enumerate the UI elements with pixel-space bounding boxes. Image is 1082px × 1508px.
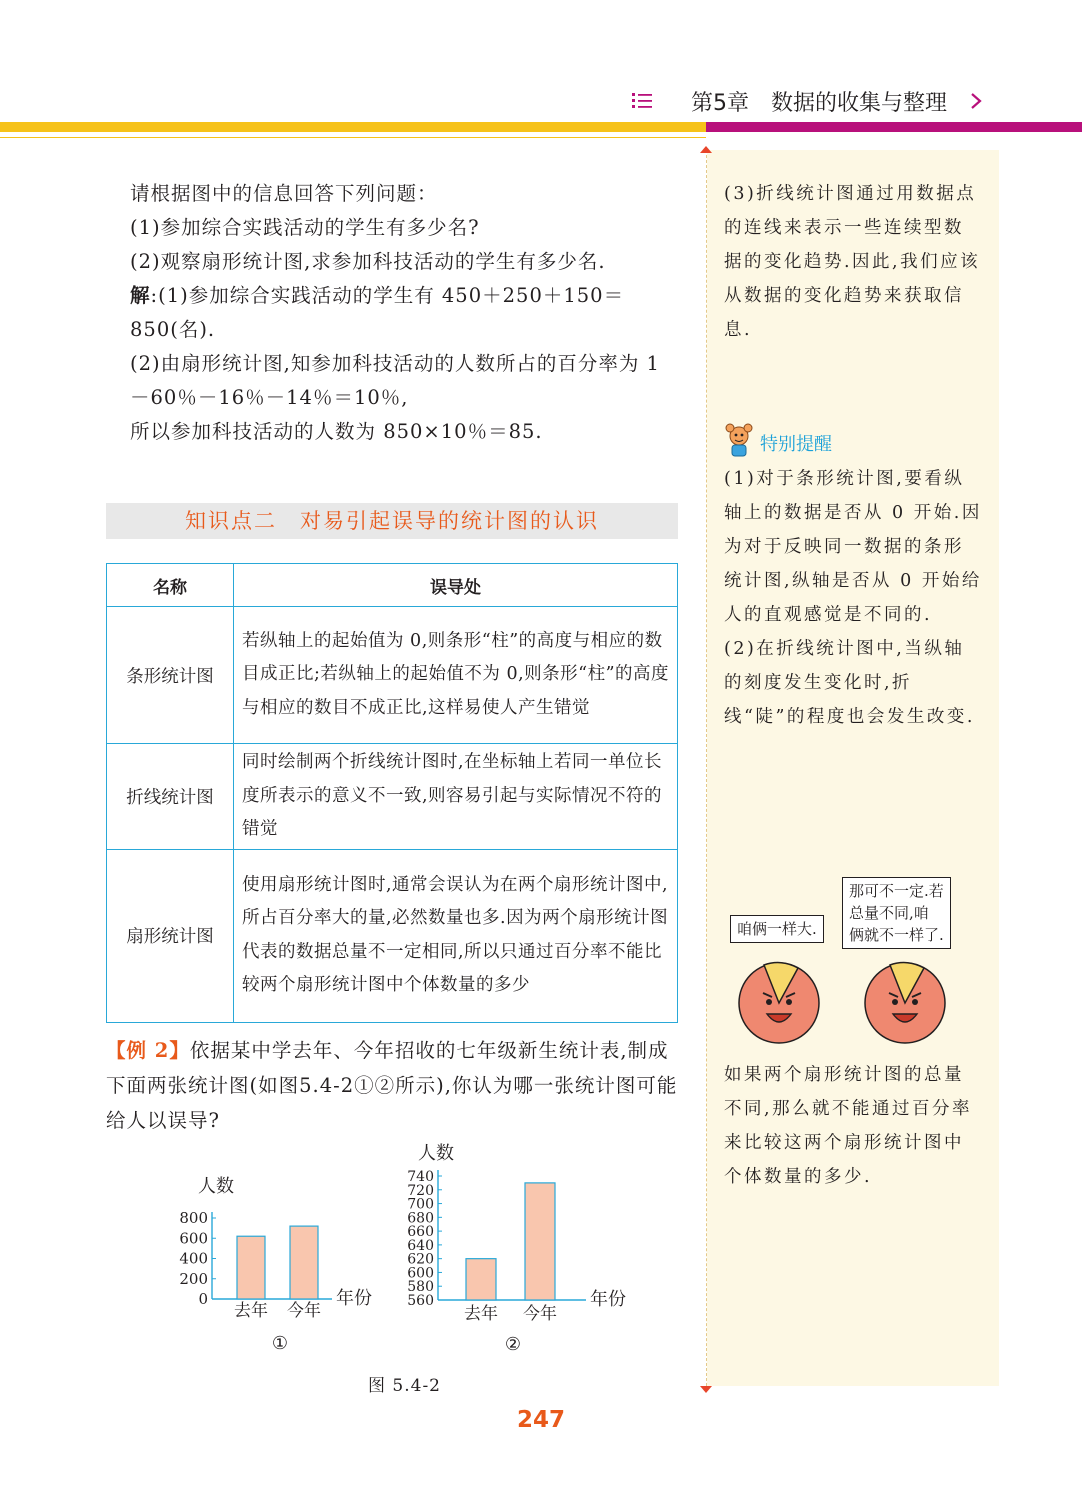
x-axis-label: 年份 [336,1288,372,1309]
misleading-charts-table [106,563,678,1023]
y-tick-label: 600 [407,1265,434,1282]
solution-1: 解:(1)参加综合实践活动的学生有 450＋250＋150＝850(名). [130,284,625,341]
x-category-label: 去年 [234,1301,268,1321]
reminder-2: (2)在折线统计图中,当纵轴的刻度发生变化时,折线“陡”的程度也会发生改变. [724,639,975,727]
table-row [107,849,678,1022]
y-tick-label: 680 [407,1210,434,1227]
y-tick-label: 400 [179,1249,208,1268]
table-cell-desc: 同时绘制两个折线统计图时,在坐标轴上若同一单位长度所表示的意义不一致,则容易引起与实际情况不符的错觉 [234,744,678,850]
x-category-label: 去年 [464,1304,498,1324]
table-cell-desc: 若纵轴上的起始值为 0,则条形“柱”的高度与相应的数目成正比;若纵轴上的起始值不为 0,则条形“柱”的高度与相应的数目不成正比,这样易使人产生错觉 [234,607,678,744]
reminder-title: 特别提醒 [760,434,832,455]
y-tick-label: 700 [407,1196,434,1213]
question-prompt: 请根据图中的信息回答下列问题： [130,182,438,205]
section-title: 知识点二 对易引起误导的统计图的认识 [185,509,599,533]
list-icon [632,91,652,109]
bar [525,1183,555,1300]
example-2 [106,1033,678,1138]
bar-chart-1 [170,1168,400,1358]
x-category-label: 今年 [287,1301,321,1321]
y-tick-label: 640 [407,1237,434,1254]
solution-label: 解 [130,284,151,307]
bar [237,1236,265,1299]
question-2: (2)观察扇形统计图,求参加科技活动的学生有多少名. [130,250,606,273]
example-text: 依据某中学去年、今年招收的七年级新生统计表,制成下面两张统计图(如图5.4-2①②所示),你认为哪一张统计图可能给人以误导? [106,1039,678,1132]
chapter-number: 第5章 [690,91,749,116]
y-tick-label: 740 [407,1169,434,1185]
sidebar-note-3 [724,177,982,347]
subfigure-label: ② [504,1334,522,1355]
sidebar-reminders [724,462,982,734]
y-tick-label: 620 [407,1251,434,1268]
conclusion-text: 如果两个扇形统计图的总量不同,那么就不能通过百分率来比较这两个扇形统计图中个体数量的多少. [724,1065,973,1187]
header-band-yellow [0,122,706,132]
chapter-title: 数据的收集与整理 [770,91,947,116]
bar-chart-2 [390,1140,640,1358]
chevron-right-icon[interactable] [968,92,984,110]
table-header-desc: 误导处 [234,564,678,607]
y-tick-label: 600 [179,1229,208,1248]
y-axis-label: 人数 [198,1176,234,1197]
x-axis-label: 年份 [590,1289,626,1310]
solution-3: 所以参加科技活动的人数为 850×10％＝85. [130,420,543,443]
sidebar-divider [706,150,707,1386]
y-tick-label: 580 [407,1279,434,1296]
page-number: 247 [516,1407,565,1433]
table-header-row [107,564,678,607]
y-tick-label: 560 [407,1293,434,1309]
mascot-icon [722,422,756,458]
solution-2: (2)由扇形统计图,知参加科技活动的人数所占的百分率为 1－60％－16％－14％＝10％, [130,352,660,409]
pie-face-right-icon [860,958,950,1046]
pie-face-left-icon [734,958,824,1046]
table-cell-name: 扇形统计图 [107,849,234,1022]
bar [466,1259,496,1300]
y-tick-label: 720 [407,1182,434,1199]
table-header-name: 名称 [107,564,234,607]
y-tick-label: 660 [407,1224,434,1241]
table-cell-desc: 使用扇形统计图时,通常会误认为在两个扇形统计图中,所占百分率大的量,必然数量也多.因为两个扇形统计图代表的数据总量不一定相同,所以只通过百分率不能比较两个扇形统计图中个体数量的多少 [234,849,678,1022]
y-axis-label: 人数 [418,1143,454,1164]
speech-bubble-right: 那可不一定.若 总量不同,咱 俩就不一样了. [842,877,951,949]
x-category-label: 今年 [523,1304,557,1324]
question-1: (1)参加综合实践活动的学生有多少名? [130,216,480,239]
reminder-1: (1)对于条形统计图,要看纵轴上的数据是否从 0 开始.因为对于反映同一数据的条形统计图,纵轴是否从 0 开始给人的直观感觉是不同的. [724,469,982,625]
chapter-header [691,86,947,117]
sidebar-conclusion [724,1058,982,1194]
figure-caption: 图 5.4-2 [368,1376,441,1396]
table-cell-name: 折线统计图 [107,744,234,850]
table-row [107,607,678,744]
subfigure-label: ① [271,1333,289,1354]
triangle-down-icon [700,1386,712,1393]
header-band-magenta [706,122,1082,132]
speech-bubble-left: 咱俩一样大. [730,915,824,943]
y-tick-label: 0 [198,1290,208,1308]
note-3-text: (3)折线统计图通过用数据点的连线来表示一些连续型数据的变化趋势.因此,我们应该从数据的变化趋势来获取信息. [724,184,981,340]
y-tick-label: 800 [179,1209,208,1227]
triangle-up-icon [700,146,712,153]
bar [290,1226,318,1299]
table-row [107,744,678,850]
y-tick-label: 200 [179,1269,208,1288]
example-tag: 【例 2】 [106,1039,190,1062]
solution-text [130,177,678,449]
table-cell-name: 条形统计图 [107,607,234,744]
header-rule [0,137,706,138]
